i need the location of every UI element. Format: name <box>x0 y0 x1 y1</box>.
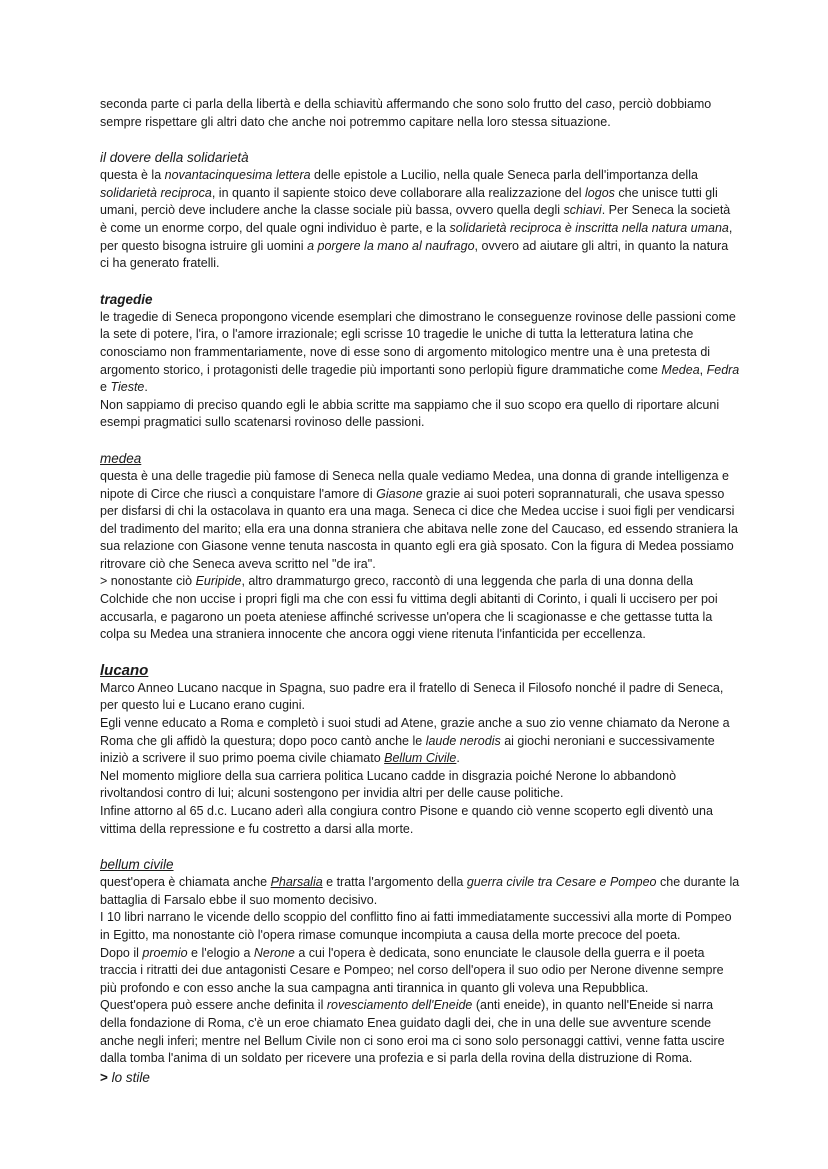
text-run: seconda parte ci parla della libertà e della schiavitù affermando che sono solo frutto del <box>100 97 586 111</box>
section-heading-tragedie: tragedie <box>100 291 153 307</box>
closing-text: lo stile <box>111 1069 150 1085</box>
emphasis: proemio <box>142 945 188 960</box>
intro-paragraph <box>100 96 740 131</box>
text-run: . <box>144 380 148 395</box>
text-run: e l'elogio a <box>187 945 254 960</box>
emphasis-underlined: Bellum Civile <box>384 751 457 766</box>
text-run: e <box>100 380 111 395</box>
text-run: (anti eneide), in quanto nell'Eneide si narra della fondazione di Roma, c'è un eroe chiamato Enea guidato dagli dei, che in una delle sue avventure scende anche negli inferi; mentre nel Bellum Civile non ci sono eroi ma ci sono solo personaggi cattivi, venne fatta uscire dalla tomba l'anima di un soldato per ricevere una profezia e si parla della rovina della distruzione di Roma. <box>100 998 725 1066</box>
emphasis: Euripide <box>195 574 242 589</box>
text-run: I 10 libri narrano le vicende dello scoppio del conflitto fino ai fatti immediatamente successivi alla morte di Pompeo in Egitto, ma nonostante ciò l'opera rimase comunque incompiuta a causa della morte precoce del poeta. <box>100 910 732 942</box>
text-run: . Per Seneca la società è come un enorme corpo, del quale ogni individuo è parte, e la <box>100 203 731 235</box>
text-run: le tragedie di Seneca propongono vicende esemplari che dimostrano le conseguenze rovinose delle passioni come la sete di potere, l'ira, o l'amore irrazionale; egli scrisse 10 tragedie le uniche di tutta la letteratura latina che conosciamo non frammentariamente, nove di esse sono di argomento mitologico mentre una è una pretesta di argomento storico, i protagonisti delle tragedie più importanti sono perlopiù figure drammatiche come <box>100 309 736 377</box>
text-run: che durante la battaglia di Farsalo ebbe il suo momento decisivo. <box>100 875 740 907</box>
paragraph <box>100 874 740 909</box>
text-run: e tratta l'argomento della <box>322 875 467 890</box>
emphasis: rovesciamento dell'Eneide <box>326 998 473 1013</box>
emphasis: Fedra <box>706 362 740 377</box>
paragraph <box>100 397 740 432</box>
section-medea <box>100 449 740 644</box>
text-run: Infine attorno al 65 d.c. Lucano aderì alla congiura contro Pisone e quando ciò venne scoperto egli diventò una vittima della repressione e fu costretto a darsi alla morte. <box>100 804 713 836</box>
text-run: a cui l'opera è dedicata, sono enunciate le clausole della guerra e il poeta traccia i ritratti dei due antagonisti Cesare e Pompeo; nel corso dell'opera il suo odio per Nerone divenne sempre più profondo e con esso anche la sua campagna anti tirannica in quanto gli voleva una Repubblica. <box>100 945 724 995</box>
text-run: Non sappiamo di preciso quando egli le abbia scritte ma sappiamo che il suo scopo era quello di riportare alcuni esempi pragmatici sullo scatenarsi rovinoso delle passioni. <box>100 397 720 430</box>
text-run: questa è una delle tragedie più famose di Seneca nella quale vediamo Medea, una donna di grande intelligenza e nipote di Circe che riuscì a conquistare l'amore di <box>100 468 729 501</box>
closing-marker: > <box>100 1069 108 1085</box>
text-run: , per questo bisogna istruire gli uomini <box>100 220 733 253</box>
section-lucano <box>100 661 740 838</box>
section-bellum-civile <box>100 855 740 1086</box>
emphasis: guerra civile tra Cesare e Pompeo <box>466 875 657 890</box>
text-run: Egli venne educato a Roma e completò i suoi studi ad Atene, grazie anche a suo zio venne chiamato da Nerone a Roma che gli affidò la questura; dopo poco cantò anche le <box>100 716 730 748</box>
section-tragedie <box>100 290 740 432</box>
text-run: Dopo il <box>100 945 143 960</box>
paragraph <box>100 803 740 838</box>
text-run: > nonostante ciò <box>100 574 196 589</box>
text-run: , altro drammaturgo greco, raccontò di una leggenda che parla di una donna della Colchide che non uccise i propri figli ma che con essi fu vittima degli abitanti di Corinto, i quali li uccisero per poi accusarla, e pagarono un poeta ateniese affinché scrivesse un'opera che li scagionasse e che gettasse tutta la colpa su Medea una straniera innocente che ancora oggi viene ritenuta l'infanticida per eccellenza. <box>100 574 718 642</box>
emphasis: Medea <box>661 362 700 377</box>
text-run: questa è la <box>100 168 165 183</box>
paragraph <box>100 309 740 397</box>
paragraph <box>100 997 740 1067</box>
emphasis: logos <box>585 185 615 200</box>
emphasis: laude nerodis <box>425 733 501 748</box>
document-body <box>100 96 740 1086</box>
section-heading-medea: medea <box>100 450 142 466</box>
text-run: , ovvero ad aiutare gli altri, in quanto la natura ci ha generato fratelli. <box>100 238 729 271</box>
emphasis: Nerone <box>253 945 295 960</box>
text-run: Quest'opera può essere anche definita il <box>100 998 327 1013</box>
section-heading-solidarieta: il dovere della solidarietà <box>100 150 249 166</box>
emphasis: novantacinquesima lettera <box>164 168 311 183</box>
paragraph <box>100 573 740 643</box>
text-run: ai giochi neroniani e successivamente iniziò a scrivere il suo primo poema civile chiamato <box>100 733 715 766</box>
paragraph <box>100 680 740 715</box>
emphasis: caso <box>585 97 612 111</box>
paragraph <box>100 468 740 574</box>
text-run: grazie ai suoi poteri soprannaturali, che usava spesso per disfarsi di chi la ostacolava in quanto era una maga. Seneca ci dice che Medea uccise i suoi figli per vendicarsi del tradimento del marito; ella era una donna straniera che abitava nelle zone del Caucaso, ed essendo straniera la sua relazione con Giasone venne tenuta nascosta in quanto egli era già sposato. Con la figura di Medea possiamo ritrovare ciò che Seneca aveva scritto nel "de ira". <box>100 486 738 571</box>
section-heading-lucano: lucano <box>100 661 149 679</box>
text-run: che unisce tutti gli umani, perciò deve includere anche la classe sociale più bassa, ovvero quella degli <box>100 185 718 218</box>
emphasis: a porgere la mano al naufrago <box>307 238 475 253</box>
text-run: , in quanto il sapiente stoico deve collaborare alla realizzazione del <box>211 185 586 200</box>
text-run: , perciò dobbiamo sempre rispettare gli altri dato che anche noi potremmo capitare nella loro stessa situazione. <box>100 97 712 129</box>
paragraph <box>100 715 740 768</box>
section-heading-bellum-civile: bellum civile <box>100 857 174 873</box>
section-solidarieta <box>100 148 740 273</box>
closing-subheading <box>100 1069 740 1087</box>
emphasis: solidarietà reciproca è inscritta nella natura umana <box>449 220 729 235</box>
text-run: Marco Anneo Lucano nacque in Spagna, suo padre era il fratello di Seneca il Filosofo nonché il padre di Seneca, per questo lui e Lucano erano cugini. <box>100 680 724 713</box>
emphasis: Tieste <box>110 380 145 395</box>
emphasis: schiavi <box>563 203 602 218</box>
paragraph <box>100 909 740 944</box>
paragraph <box>100 167 740 273</box>
paragraph <box>100 945 740 998</box>
text-run: , <box>699 362 707 377</box>
emphasis: Giasone <box>376 486 423 501</box>
paragraph <box>100 768 740 803</box>
text-run: quest'opera è chiamata anche <box>100 875 271 890</box>
text-run: . <box>456 751 460 766</box>
text-run: Nel momento migliore della sua carriera politica Lucano cadde in disgrazia poiché Nerone lo abbandonò rivoltandosi contro di lui; alcuni sostengono per invidia altri per delle cause politiche. <box>100 768 677 801</box>
emphasis-underlined: Pharsalia <box>270 875 323 890</box>
emphasis: solidarietà reciproca <box>100 185 212 200</box>
text-run: delle epistole a Lucilio, nella quale Seneca parla dell'importanza della <box>310 168 698 183</box>
